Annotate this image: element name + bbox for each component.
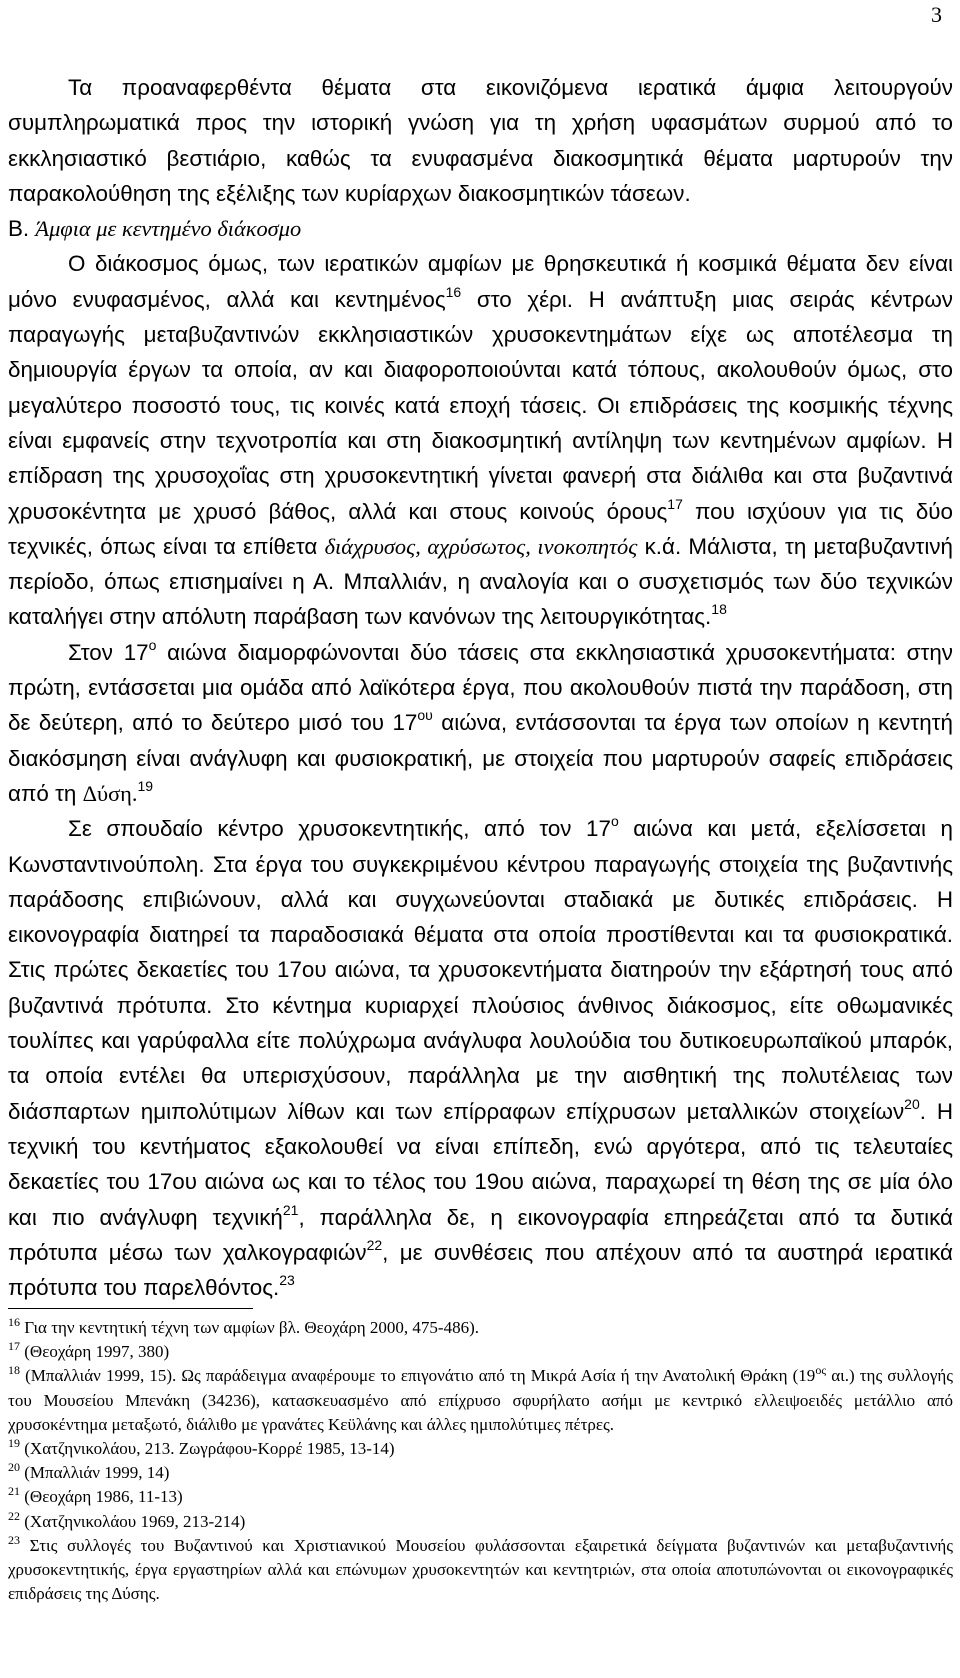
section-label: Β. [8,216,30,242]
footnote-number: 16 [8,1315,20,1329]
footnote-number: 19 [8,1436,20,1451]
ordinal-suffix: ος [815,1363,827,1378]
footnote-ref-18[interactable]: 18 [711,601,727,618]
footnote-17 [8,1340,953,1364]
footnote-number: 22 [8,1508,20,1523]
paragraph-17th-century [8,635,953,811]
footnote-text: αι.) της συλλογής του Μουσείου Μπενάκη (34236), κατασκευασμένο από επίχρυσο σφυρήλατο ασήμι με κεντρικό ελλειψοειδές μετάλλιο από χρυσοκέντημα μεταξωτό, διάλιθο με γρανάτες Κεϋλάνης και άλλες ημιπολύτιμες πέτρες. [8,1366,954,1434]
footnote-number: 21 [8,1484,20,1499]
footnote-number: 18 [8,1363,20,1378]
footnote-ref-23[interactable]: 23 [279,1272,295,1289]
footnote-text: (Μπαλλιάν 1999, 14) [20,1463,170,1483]
footnote-19 [8,1437,953,1461]
footnotes [8,1316,953,1606]
footnote-number: 23 [8,1532,20,1547]
footnote-text: (Χατζηνικολάου, 213. Ζωγράφου-Κορρέ 1985, 13-14) [20,1439,395,1459]
footnote-text: (Χατζηνικολάου 1969, 213-214) [20,1511,246,1531]
text-run: Στον 17 [68,639,149,665]
footnote-ref-20[interactable]: 20 [904,1095,920,1112]
text-run: Ο διάκοσμος όμως, των ιερατικών αμφίων με θρησκευτικά ή κοσμικά θέματα δεν είναι μόνο ενυφασμένος, αλλά και κεντημένος [8,251,953,312]
footnote-number: 20 [8,1460,20,1475]
footnote-16 [8,1316,953,1340]
text-run: αιώνα και μετά, εξελίσσεται η Κωνσταντινούπολη. Στα έργα του συγκεκριμένου κέντρου παραγωγής στοιχεία της βυζαντινής παράδοσης επιβιώνουν, αλλά και συγχωνεύονται σταδιακά με δυτικές επιδράσεις. Η εικονογραφία διατηρεί τα παραδοσιακά θέματα στα οποία προστίθενται και τα φυσιοκρατικά. Στις πρώτες δεκαετίες του 17ου αιώνα, τα χρυσοκεντήματα διατηρούν την εξάρτησή τους από βυζαντινά πρότυπα. Στο κέντημα κυριαρχεί πλούσιος άνθινος διάκοσμος, είτε οθωμανικές τουλίπες και γαρύφαλλα είτε πολύχρωμα ανάγλυφα λουλούδια του δυτικοευρωπαϊκού μπαρόκ, τα οποία εντέλει θα υπερισχύσουν, παράλληλα με την αισθητική της πολυτέλειας των διάσπαρτων ημιπολύτιμων λίθων και των επίρραφων επίχρυσων μεταλλικών στοιχείων [8,816,953,1124]
text-run: , παράλληλα δε, η εικονογραφία επηρεάζεται από τα δυτικά πρότυπα μέσω των χαλκογραφιών [8,1204,953,1265]
ordinal-suffix: ου [417,707,433,724]
footnote-ref-21[interactable]: 21 [282,1201,299,1218]
footnote-separator [8,1308,253,1309]
footnote-text: (Μπαλλιάν 1999, 15). Ως παράδειγμα αναφέρουμε το επιγονάτιο από τη Μικρά Ασία ή την Ανατολική Θράκη (19 [20,1366,816,1386]
footnote-ref-17[interactable]: 17 [667,495,683,512]
footnote-text: Για την κεντητική τέχνη των αμφίων βλ. Θεοχάρη 2000, 475-486). [20,1318,480,1337]
footnote-text: (Θεοχάρη 1997, 380) [20,1342,170,1362]
text-run: Σε σπουδαίο κέντρο χρυσοκεντητικής, από τον 17 [68,816,611,842]
text-run: που ισχύουν για τις δύο τεχνικές, όπως είναι τα επίθετα [8,498,953,559]
ordinal-suffix: ο [610,813,619,830]
text-run: , με συνθέσεις που απέχουν από τα αυστηρά ιερατικά πρότυπα του παρελθόντος. [8,1239,954,1301]
footnote-text: Στις συλλογές του Βυζαντινού και Χριστιανικού Μουσείου φυλάσσονται εξαιρετικά δείγματα βυζαντινών και μεταβυζαντινής χρυσοκεντητικής, έργα εργαστηρίων αλλά και επώνυμων χρυσοκεντητών και κεντητριών, στα οποία αποτυπώνονται οι εικονογραφικές επιδράσεις της Δύσης. [8,1535,953,1604]
section-title: Άμφια με κεντημένο διάκοσμο [35,216,302,242]
footnote-22 [8,1510,953,1534]
footnote-20 [8,1461,953,1485]
footnote-ref-19[interactable]: 19 [137,777,154,794]
page-number: 3 [931,2,942,27]
text-run: αιώνα, εντάσσονται τα έργα των οποίων η κεντητή διακόσμηση είναι ανάγλυφη και φυσιοκρατική, με στοιχεία που μαρτυρούν σαφείς επιδράσεις από τη [8,710,953,806]
footnote-ref-16[interactable]: 16 [445,283,462,300]
section-heading [8,211,953,246]
text-run: κ.ά. Μάλιστα, τη μεταβυζαντινή περίοδο, όπως επισημαίνει η Α. Μπαλλιάν, η αναλογία και ο συσχετισμός των δύο τεχνικών καταλήγει στην απόλυτη παράβαση των κανόνων της λειτουργικότητας. [8,533,953,630]
text-run: Δύση. [82,780,138,806]
footnote-text: (Θεοχάρη 1986, 11-13) [20,1487,183,1507]
text-run: αιώνα διαμορφώνονται δύο τάσεις στα εκκλησιαστικά χρυσοκεντήματα: στην πρώτη, εντάσσεται μια ομάδα από λαϊκότερα έργα, που ακολουθούν πιστά την παράδοση, στη δε δεύτερη, από το δεύτερο μισό του 17 [8,639,953,736]
main-text [8,70,953,1305]
paragraph-intro: Τα προαναφερθέντα θέματα στα εικονιζόμενα ιερατικά άμφια λειτουργούν συμπληρωματικά προς την ιστορική γνώση για τη χρήση υφασμάτων συρμού από το εκκλησιαστικό βεστιάριο, καθώς τα ενυφασμένα διακοσμητικά θέματα μαρτυρούν την παρακολούθηση της εξέλιξης των κυρίαρχων διακοσμητικών τάσεων. [8,75,953,206]
footnote-18 [8,1364,953,1437]
paragraph-embroidered [8,246,953,634]
text-run: . Η τεχνική του κεντήματος εξακολουθεί να είναι επίπεδη, ενώ αργότερα, από τις τελευταίες δεκαετίες του 17ου αιώνα ως και το τέλος του 19ου αιώνα, παραχωρεί τη θέση της σε μία όλο και πιο ανάγλυφη τεχνική [8,1098,953,1230]
text-run: στο χέρι. Η ανάπτυξη μιας σειράς κέντρων παραγωγής μεταβυζαντινών εκκλησιαστικών χρυσοκεντημάτων είχε ως αποτέλεσμα τη δημιουργία έργων τα οποία, αν και διαφοροποιούνται κατά τόπους, ακολουθούν όμως, στο μεγαλύτερο ποσοστό τους, τις κοινές κατά εποχή τάσεις. Οι επιδράσεις της κοσμικής τέχνης είναι εμφανείς στην τεχνοτροπία και στη διακοσμητική αντίληψη των κεντημένων αμφίων. Η επίδραση της χρυσοχοΐας στη χρυσοκεντητική γίνεται φανερή στα διάλιθα και στα βυζαντινά χρυσοκέντητα με χρυσό βάθος, αλλά και στους κοινούς όρους [8,286,954,524]
footnote-ref-22[interactable]: 22 [366,1236,383,1253]
footnote-23 [8,1534,953,1607]
ordinal-suffix: ο [148,636,157,653]
italic-terms: διάχρυσος, αχρύσωτος, ινοκοπητός [324,533,638,559]
footnote-number: 17 [8,1339,20,1354]
footnote-21 [8,1485,953,1509]
paragraph-constantinople [8,811,953,1305]
